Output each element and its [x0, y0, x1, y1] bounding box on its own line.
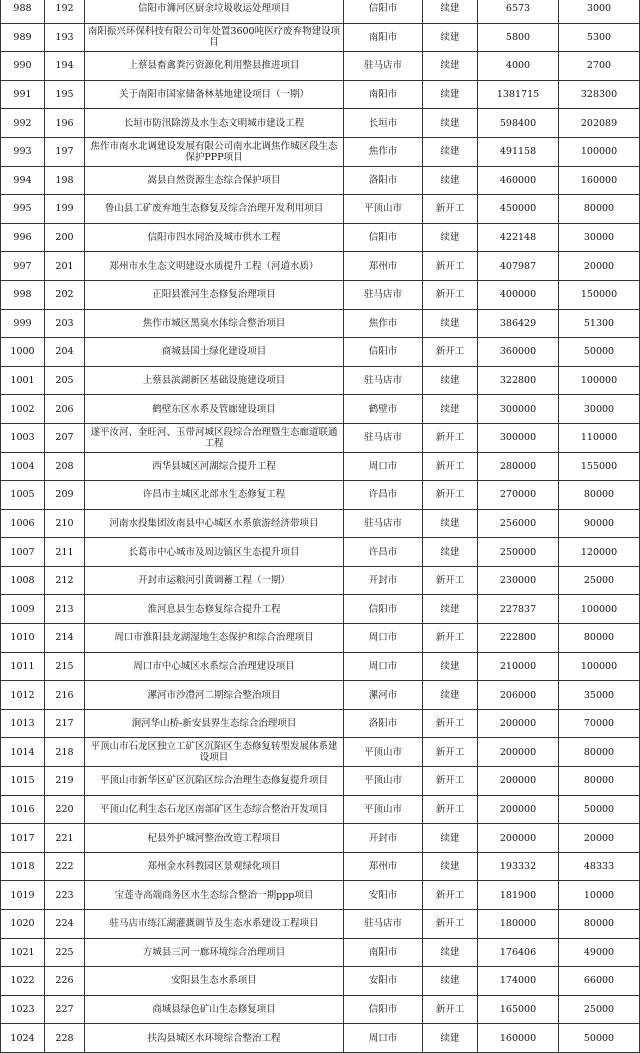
- table-row: [1, 481, 640, 510]
- row-number-cell: 210: [45, 509, 85, 538]
- table-row: [1, 910, 640, 939]
- city-cell: 信阳市: [344, 595, 423, 624]
- annual-plan-cell: 100000: [559, 366, 640, 395]
- construction-type-cell: 新开工: [423, 195, 478, 224]
- row-seq-cell: 994: [1, 166, 45, 195]
- project-name-cell: 上蔡县畜禽粪污资源化利用整县推进项目: [85, 52, 344, 81]
- city-cell: 南阳市: [344, 80, 423, 109]
- city-cell: 驻马店市: [344, 52, 423, 81]
- row-number-cell: 198: [45, 166, 85, 195]
- project-name-cell: 平顶山市新华区矿区沉陷区综合治理生态修复提升项目: [85, 767, 344, 796]
- annual-plan-cell: 20000: [559, 252, 640, 281]
- row-seq-cell: 988: [1, 0, 45, 23]
- row-number-cell: 219: [45, 767, 85, 796]
- total-investment-cell: 1381715: [478, 80, 559, 109]
- project-name-cell: 商城县绿色矿山生态修复项目: [85, 995, 344, 1024]
- row-number-cell: 212: [45, 566, 85, 595]
- construction-type-cell: 新开工: [423, 709, 478, 738]
- total-investment-cell: 322800: [478, 366, 559, 395]
- row-seq-cell: 1008: [1, 566, 45, 595]
- table-body: [1, 0, 640, 1052]
- row-seq-cell: 1021: [1, 938, 45, 967]
- table-row: [1, 881, 640, 910]
- annual-plan-cell: 66000: [559, 967, 640, 996]
- project-name-cell: 河南水投集团汝南县中心城区水系旅游经济带项目: [85, 509, 344, 538]
- annual-plan-cell: 5300: [559, 23, 640, 52]
- total-investment-cell: 386429: [478, 309, 559, 338]
- city-cell: 驻马店市: [344, 366, 423, 395]
- row-seq-cell: 989: [1, 23, 45, 52]
- annual-plan-cell: 35000: [559, 681, 640, 710]
- construction-type-cell: 新开工: [423, 452, 478, 481]
- table-row: [1, 795, 640, 824]
- row-number-cell: 206: [45, 395, 85, 424]
- construction-type-cell: 新开工: [423, 910, 478, 939]
- city-cell: 周口市: [344, 452, 423, 481]
- construction-type-cell: 续建: [423, 366, 478, 395]
- project-name-cell: 遂平汝河、奎旺河、玉带河城区段综合治理暨生态廊道联通工程: [85, 423, 344, 452]
- row-number-cell: 203: [45, 309, 85, 338]
- construction-type-cell: 新开工: [423, 738, 478, 767]
- row-seq-cell: 991: [1, 80, 45, 109]
- total-investment-cell: 360000: [478, 338, 559, 367]
- row-seq-cell: 1000: [1, 338, 45, 367]
- annual-plan-cell: 50000: [559, 1024, 640, 1053]
- row-seq-cell: 1003: [1, 423, 45, 452]
- construction-type-cell: 新开工: [423, 566, 478, 595]
- city-cell: 周口市: [344, 624, 423, 653]
- project-name-cell: 方城县三河一廊环境综合治理项目: [85, 938, 344, 967]
- project-name-cell: 涧河华山桥-新安县界生态综合治理项目: [85, 709, 344, 738]
- row-number-cell: 227: [45, 995, 85, 1024]
- table-row: [1, 824, 640, 853]
- project-name-cell: 西华县城区河湖综合提升工程: [85, 452, 344, 481]
- annual-plan-cell: 80000: [559, 738, 640, 767]
- row-seq-cell: 1024: [1, 1024, 45, 1053]
- row-seq-cell: 997: [1, 252, 45, 281]
- table-row: [1, 252, 640, 281]
- construction-type-cell: 续建: [423, 1024, 478, 1053]
- row-seq-cell: 995: [1, 195, 45, 224]
- project-name-cell: 驻马店市练江湖灌溉调节及生态水系建设工程项目: [85, 910, 344, 939]
- construction-type-cell: 新开工: [423, 995, 478, 1024]
- row-seq-cell: 1020: [1, 910, 45, 939]
- total-investment-cell: 200000: [478, 767, 559, 796]
- project-name-cell: 上蔡县滨湖新区基础设施建设项目: [85, 366, 344, 395]
- row-number-cell: 196: [45, 109, 85, 138]
- total-investment-cell: 6573: [478, 0, 559, 23]
- row-number-cell: 222: [45, 852, 85, 881]
- row-seq-cell: 1014: [1, 738, 45, 767]
- project-name-cell: 许昌市主城区北部水生态修复工程: [85, 481, 344, 510]
- table-row: [1, 309, 640, 338]
- row-number-cell: 211: [45, 538, 85, 567]
- annual-plan-cell: 100000: [559, 137, 640, 166]
- row-seq-cell: 999: [1, 309, 45, 338]
- construction-type-cell: 续建: [423, 223, 478, 252]
- project-name-cell: 鹤壁东区水系及管廊建设项目: [85, 395, 344, 424]
- table-row: [1, 767, 640, 796]
- city-cell: 焦作市: [344, 309, 423, 338]
- construction-type-cell: 续建: [423, 509, 478, 538]
- row-number-cell: 220: [45, 795, 85, 824]
- table-row: [1, 338, 640, 367]
- row-number-cell: 204: [45, 338, 85, 367]
- city-cell: 洛阳市: [344, 166, 423, 195]
- table-row: [1, 366, 640, 395]
- city-cell: 南阳市: [344, 23, 423, 52]
- annual-plan-cell: 10000: [559, 881, 640, 910]
- total-investment-cell: 598400: [478, 109, 559, 138]
- project-name-cell: 周口市淮阳县龙湖湿地生态保护和综合治理项目: [85, 624, 344, 653]
- city-cell: 许昌市: [344, 538, 423, 567]
- project-name-cell: 杞县外护城河整治改造工程项目: [85, 824, 344, 853]
- total-investment-cell: 300000: [478, 423, 559, 452]
- table-row: [1, 395, 640, 424]
- city-cell: 平顶山市: [344, 767, 423, 796]
- city-cell: 许昌市: [344, 481, 423, 510]
- project-name-cell: 平顶山亿利生态石龙区南部矿区生态综合整治开发项目: [85, 795, 344, 824]
- row-number-cell: 194: [45, 52, 85, 81]
- construction-type-cell: 续建: [423, 652, 478, 681]
- construction-type-cell: 新开工: [423, 767, 478, 796]
- table-row: [1, 52, 640, 81]
- row-number-cell: 221: [45, 824, 85, 853]
- row-seq-cell: 1022: [1, 967, 45, 996]
- project-name-cell: 信阳市浉河区厨余垃圾收运处理项目: [85, 0, 344, 23]
- table-row: [1, 967, 640, 996]
- annual-plan-cell: 110000: [559, 423, 640, 452]
- total-investment-cell: 227837: [478, 595, 559, 624]
- city-cell: 周口市: [344, 652, 423, 681]
- annual-plan-cell: 51300: [559, 309, 640, 338]
- table-row: [1, 195, 640, 224]
- total-investment-cell: 193332: [478, 852, 559, 881]
- table-row: [1, 681, 640, 710]
- project-name-cell: 正阳县淮河生态修复治理项目: [85, 280, 344, 309]
- city-cell: 信阳市: [344, 995, 423, 1024]
- table-row: [1, 452, 640, 481]
- row-seq-cell: 990: [1, 52, 45, 81]
- row-seq-cell: 1016: [1, 795, 45, 824]
- construction-type-cell: 新开工: [423, 624, 478, 653]
- city-cell: 焦作市: [344, 137, 423, 166]
- total-investment-cell: 200000: [478, 709, 559, 738]
- total-investment-cell: 422148: [478, 223, 559, 252]
- table-row: [1, 109, 640, 138]
- annual-plan-cell: 50000: [559, 795, 640, 824]
- city-cell: 开封市: [344, 566, 423, 595]
- annual-plan-cell: 30000: [559, 395, 640, 424]
- construction-type-cell: 续建: [423, 538, 478, 567]
- row-seq-cell: 1002: [1, 395, 45, 424]
- table-row: [1, 80, 640, 109]
- city-cell: 驻马店市: [344, 280, 423, 309]
- project-name-cell: 长葛市中心城市及周边镇区生态提升项目: [85, 538, 344, 567]
- row-number-cell: 195: [45, 80, 85, 109]
- row-number-cell: 200: [45, 223, 85, 252]
- row-number-cell: 228: [45, 1024, 85, 1053]
- annual-plan-cell: 25000: [559, 995, 640, 1024]
- construction-type-cell: 续建: [423, 0, 478, 23]
- city-cell: 安阳市: [344, 967, 423, 996]
- project-name-cell: 周口市中心城区水系综合治理建设项目: [85, 652, 344, 681]
- table-row: [1, 280, 640, 309]
- row-number-cell: 207: [45, 423, 85, 452]
- project-name-cell: 平顶山市石龙区独立工矿区沉陷区生态修复转型发展体系建设项目: [85, 738, 344, 767]
- row-seq-cell: 1010: [1, 624, 45, 653]
- row-number-cell: 218: [45, 738, 85, 767]
- total-investment-cell: 270000: [478, 481, 559, 510]
- project-name-cell: 商城县国土绿化建设项目: [85, 338, 344, 367]
- construction-type-cell: 新开工: [423, 795, 478, 824]
- annual-plan-cell: 328300: [559, 80, 640, 109]
- annual-plan-cell: 3000: [559, 0, 640, 23]
- project-name-cell: 扶沟县城区水环境综合整治工程: [85, 1024, 344, 1053]
- total-investment-cell: 210000: [478, 652, 559, 681]
- city-cell: 信阳市: [344, 338, 423, 367]
- construction-type-cell: 新开工: [423, 423, 478, 452]
- total-investment-cell: 250000: [478, 538, 559, 567]
- total-investment-cell: 491158: [478, 137, 559, 166]
- city-cell: 平顶山市: [344, 195, 423, 224]
- row-seq-cell: 1017: [1, 824, 45, 853]
- city-cell: 驻马店市: [344, 509, 423, 538]
- row-number-cell: 225: [45, 938, 85, 967]
- table-row: [1, 852, 640, 881]
- project-name-cell: 长垣市防汛除涝及水生态文明城市建设工程: [85, 109, 344, 138]
- row-seq-cell: 1015: [1, 767, 45, 796]
- total-investment-cell: 174000: [478, 967, 559, 996]
- annual-plan-cell: 80000: [559, 624, 640, 653]
- annual-plan-cell: 80000: [559, 767, 640, 796]
- row-seq-cell: 996: [1, 223, 45, 252]
- city-cell: 信阳市: [344, 0, 423, 23]
- project-name-cell: 宝莲寺高端商务区水生态综合整治一期ppp项目: [85, 881, 344, 910]
- city-cell: 安阳市: [344, 881, 423, 910]
- annual-plan-cell: 48333: [559, 852, 640, 881]
- total-investment-cell: 206000: [478, 681, 559, 710]
- city-cell: 郑州市: [344, 252, 423, 281]
- annual-plan-cell: 25000: [559, 566, 640, 595]
- project-name-cell: 南阳振兴环保科技有限公司年处置3600吨医疗废弃物建设项目: [85, 23, 344, 52]
- row-seq-cell: 1023: [1, 995, 45, 1024]
- row-number-cell: 199: [45, 195, 85, 224]
- annual-plan-cell: 2700: [559, 52, 640, 81]
- construction-type-cell: 续建: [423, 852, 478, 881]
- construction-type-cell: 续建: [423, 137, 478, 166]
- total-investment-cell: 200000: [478, 738, 559, 767]
- construction-type-cell: 新开工: [423, 338, 478, 367]
- project-name-cell: 嵩县自然资源生态综合保护项目: [85, 166, 344, 195]
- table-row: [1, 166, 640, 195]
- total-investment-cell: 230000: [478, 566, 559, 595]
- annual-plan-cell: 30000: [559, 223, 640, 252]
- table-row: [1, 0, 640, 23]
- row-number-cell: 197: [45, 137, 85, 166]
- row-number-cell: 224: [45, 910, 85, 939]
- row-number-cell: 192: [45, 0, 85, 23]
- annual-plan-cell: 49000: [559, 938, 640, 967]
- city-cell: 鹤壁市: [344, 395, 423, 424]
- total-investment-cell: 165000: [478, 995, 559, 1024]
- table-row: [1, 23, 640, 52]
- row-seq-cell: 1007: [1, 538, 45, 567]
- construction-type-cell: 续建: [423, 595, 478, 624]
- total-investment-cell: 256000: [478, 509, 559, 538]
- annual-plan-cell: 160000: [559, 166, 640, 195]
- table-row: [1, 709, 640, 738]
- row-seq-cell: 1013: [1, 709, 45, 738]
- total-investment-cell: 4000: [478, 52, 559, 81]
- row-number-cell: 214: [45, 624, 85, 653]
- annual-plan-cell: 202089: [559, 109, 640, 138]
- total-investment-cell: 300000: [478, 395, 559, 424]
- construction-type-cell: 续建: [423, 52, 478, 81]
- total-investment-cell: 222800: [478, 624, 559, 653]
- row-seq-cell: 1019: [1, 881, 45, 910]
- construction-type-cell: 续建: [423, 166, 478, 195]
- annual-plan-cell: 70000: [559, 709, 640, 738]
- total-investment-cell: 5800: [478, 23, 559, 52]
- annual-plan-cell: 50000: [559, 338, 640, 367]
- row-seq-cell: 993: [1, 137, 45, 166]
- construction-type-cell: 新开工: [423, 252, 478, 281]
- construction-type-cell: 续建: [423, 824, 478, 853]
- table-row: [1, 223, 640, 252]
- row-seq-cell: 1012: [1, 681, 45, 710]
- row-seq-cell: 1005: [1, 481, 45, 510]
- row-number-cell: 223: [45, 881, 85, 910]
- row-seq-cell: 1011: [1, 652, 45, 681]
- construction-type-cell: 续建: [423, 309, 478, 338]
- annual-plan-cell: 80000: [559, 481, 640, 510]
- total-investment-cell: 200000: [478, 824, 559, 853]
- row-seq-cell: 1018: [1, 852, 45, 881]
- row-number-cell: 193: [45, 23, 85, 52]
- city-cell: 漯河市: [344, 681, 423, 710]
- city-cell: 驻马店市: [344, 910, 423, 939]
- annual-plan-cell: 80000: [559, 910, 640, 939]
- total-investment-cell: 460000: [478, 166, 559, 195]
- city-cell: 长垣市: [344, 109, 423, 138]
- row-seq-cell: 1009: [1, 595, 45, 624]
- city-cell: 驻马店市: [344, 423, 423, 452]
- row-number-cell: 208: [45, 452, 85, 481]
- project-name-cell: 关于南阳市国家储备林基地建设项目（一期）: [85, 80, 344, 109]
- table-row: [1, 137, 640, 166]
- annual-plan-cell: 20000: [559, 824, 640, 853]
- table-row: [1, 538, 640, 567]
- total-investment-cell: 407987: [478, 252, 559, 281]
- table-row: [1, 938, 640, 967]
- table-row: [1, 423, 640, 452]
- table-row: [1, 595, 640, 624]
- row-seq-cell: 1001: [1, 366, 45, 395]
- city-cell: 平顶山市: [344, 795, 423, 824]
- row-number-cell: 201: [45, 252, 85, 281]
- table-row: [1, 738, 640, 767]
- total-investment-cell: 280000: [478, 452, 559, 481]
- project-name-cell: 信阳市四水同治及城市供水工程: [85, 223, 344, 252]
- total-investment-cell: 160000: [478, 1024, 559, 1053]
- total-investment-cell: 200000: [478, 795, 559, 824]
- annual-plan-cell: 150000: [559, 280, 640, 309]
- row-number-cell: 216: [45, 681, 85, 710]
- project-name-cell: 漯河市沙澧河二期综合整治项目: [85, 681, 344, 710]
- project-name-cell: 焦作市南水北调建设发展有限公司南水北调焦作城区段生态保护PPP项目: [85, 137, 344, 166]
- construction-type-cell: 新开工: [423, 481, 478, 510]
- city-cell: 郑州市: [344, 852, 423, 881]
- total-investment-cell: 176406: [478, 938, 559, 967]
- construction-type-cell: 续建: [423, 109, 478, 138]
- row-number-cell: 202: [45, 280, 85, 309]
- annual-plan-cell: 100000: [559, 652, 640, 681]
- annual-plan-cell: 90000: [559, 509, 640, 538]
- row-number-cell: 215: [45, 652, 85, 681]
- city-cell: 信阳市: [344, 223, 423, 252]
- annual-plan-cell: 100000: [559, 595, 640, 624]
- total-investment-cell: 180000: [478, 910, 559, 939]
- city-cell: 南阳市: [344, 938, 423, 967]
- row-number-cell: 209: [45, 481, 85, 510]
- table-row: [1, 1024, 640, 1053]
- construction-type-cell: 续建: [423, 681, 478, 710]
- row-seq-cell: 992: [1, 109, 45, 138]
- city-cell: 周口市: [344, 1024, 423, 1053]
- project-name-cell: 郑州金水科教园区景观绿化项目: [85, 852, 344, 881]
- row-number-cell: 213: [45, 595, 85, 624]
- construction-type-cell: 新开工: [423, 881, 478, 910]
- table-row: [1, 566, 640, 595]
- annual-plan-cell: 120000: [559, 538, 640, 567]
- project-name-cell: 安阳县生态水系项目: [85, 967, 344, 996]
- annual-plan-cell: 80000: [559, 195, 640, 224]
- project-name-cell: 淮河息县生态修复综合提升工程: [85, 595, 344, 624]
- table-row: [1, 995, 640, 1024]
- row-number-cell: 205: [45, 366, 85, 395]
- row-seq-cell: 1004: [1, 452, 45, 481]
- row-number-cell: 217: [45, 709, 85, 738]
- construction-type-cell: 续建: [423, 967, 478, 996]
- construction-type-cell: 续建: [423, 395, 478, 424]
- project-name-cell: 郑州市水生态文明建设水质提升工程（河道水质）: [85, 252, 344, 281]
- construction-type-cell: 续建: [423, 23, 478, 52]
- construction-type-cell: 续建: [423, 80, 478, 109]
- city-cell: 开封市: [344, 824, 423, 853]
- row-number-cell: 226: [45, 967, 85, 996]
- table-row: [1, 509, 640, 538]
- row-seq-cell: 1006: [1, 509, 45, 538]
- total-investment-cell: 400000: [478, 280, 559, 309]
- city-cell: 洛阳市: [344, 709, 423, 738]
- row-seq-cell: 998: [1, 280, 45, 309]
- table-row: [1, 624, 640, 653]
- project-name-cell: 开封市运粮河引黄调蓄工程（一期）: [85, 566, 344, 595]
- construction-type-cell: 续建: [423, 938, 478, 967]
- construction-type-cell: 新开工: [423, 280, 478, 309]
- total-investment-cell: 450000: [478, 195, 559, 224]
- project-name-cell: 鲁山县工矿废弃地生态修复及综合治理开发利用项目: [85, 195, 344, 224]
- project-name-cell: 焦作市城区黑臭水体综合整治项目: [85, 309, 344, 338]
- total-investment-cell: 181900: [478, 881, 559, 910]
- table-row: [1, 652, 640, 681]
- city-cell: 平顶山市: [344, 738, 423, 767]
- annual-plan-cell: 155000: [559, 452, 640, 481]
